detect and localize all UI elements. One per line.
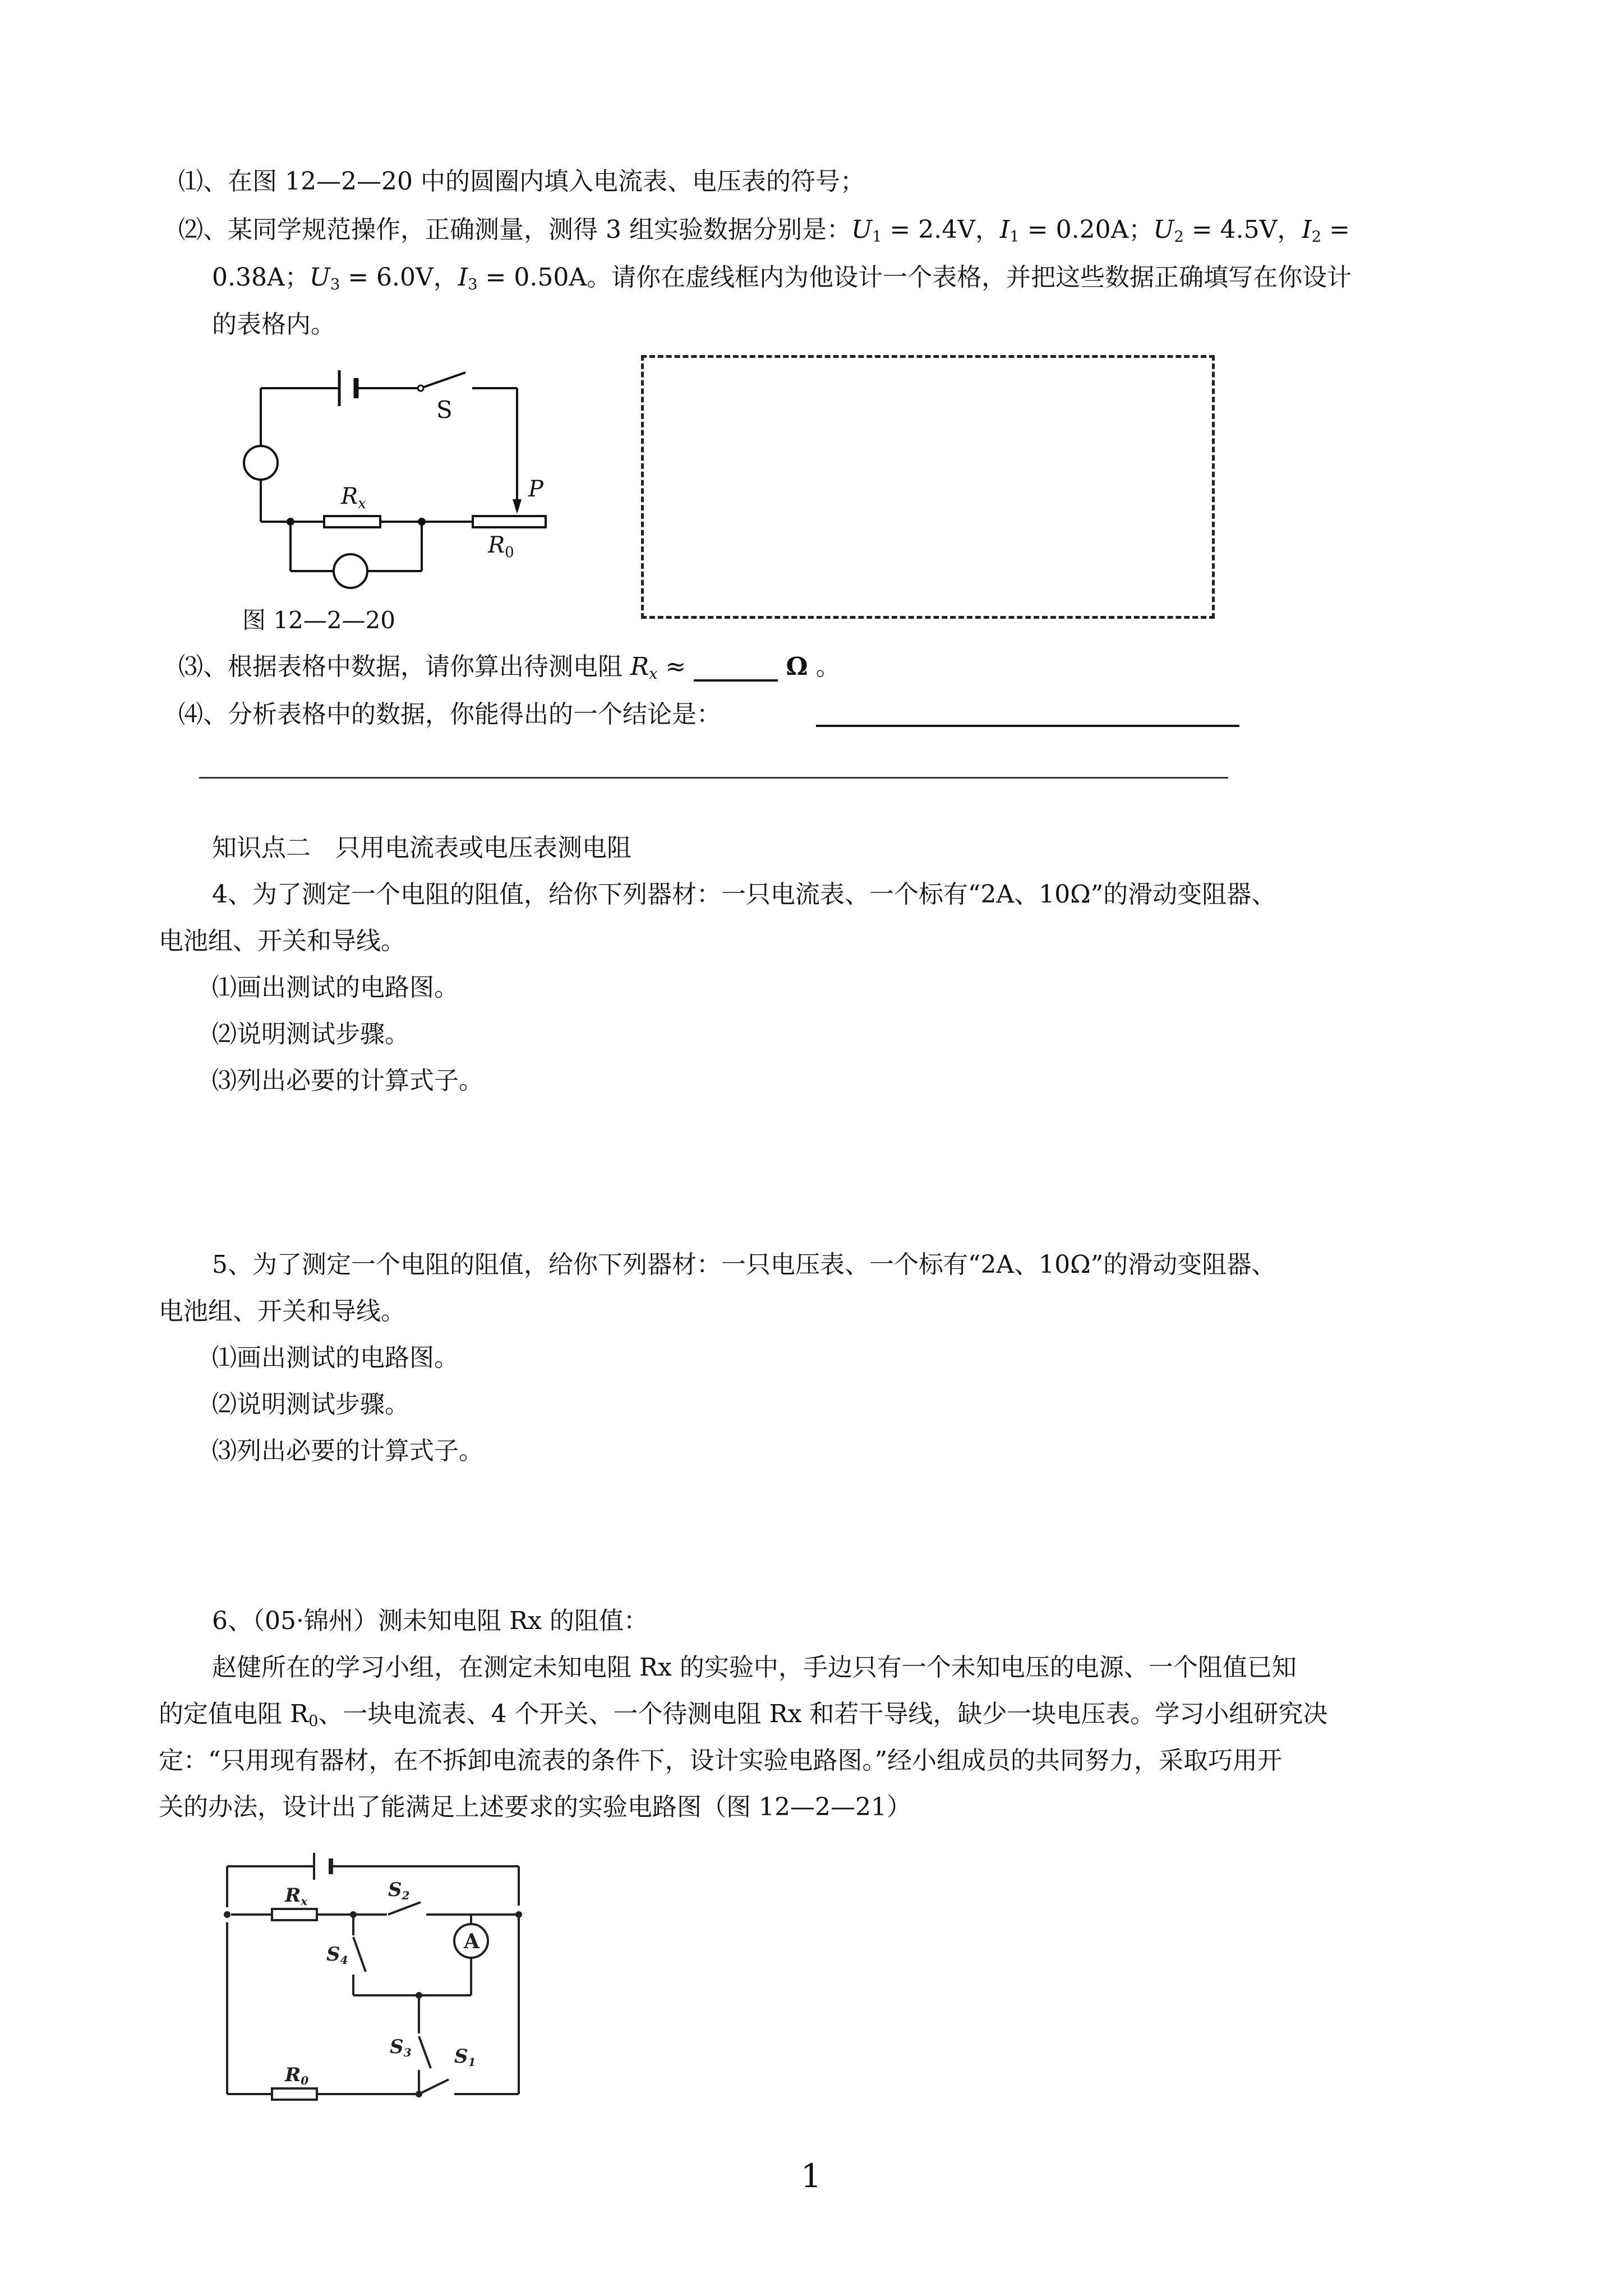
r0-subscript: 0	[308, 1712, 319, 1730]
q3-part3-text: ⑶、根据表格中数据，请你算出待测电阻	[178, 652, 623, 681]
fig2-junction-c	[416, 2091, 422, 2097]
resistance-answer-blank[interactable]	[694, 657, 778, 682]
conclusion-answer-line[interactable]	[199, 777, 1228, 779]
u2-value: 4.5V	[1220, 215, 1278, 244]
resistor-rx	[324, 516, 380, 527]
q5-line2: 电池组、开关和导线。	[159, 1297, 405, 1326]
q6-line2: 赵健所在的学习小组，在测定未知电阻 Rx 的实验中，手边只有一个未知电压的电源、一个阻值已知	[212, 1653, 1297, 1682]
fig2-label-s4: S4	[326, 1943, 348, 1967]
fig2-label-s1: S1	[454, 2045, 476, 2069]
u1-value: 2.4V	[918, 215, 976, 244]
slider-arrow	[513, 499, 522, 514]
q4-step2: ⑵说明测试步骤。	[212, 1020, 409, 1048]
q3-part2-line2: 0.38A；$U_3 = 6.0V$，$I_3 = 0.50A$。请你在虚线框内为他设计一个表格，并把这些数据正确填写在你设计	[212, 263, 1352, 293]
label-rx: $R_x$	[341, 484, 366, 512]
q3-part4	[178, 702, 721, 727]
q3-part3-end: 。	[815, 652, 841, 681]
q3-part2-intro: ⑵、某同学规范操作，正确测量，测得 3 组实验数据分别是：	[178, 215, 851, 244]
i1-value: 0.20A	[1055, 215, 1129, 244]
conclusion-answer-blank[interactable]	[816, 702, 1239, 727]
i2-value: 0.38A	[212, 263, 285, 292]
q6-line3-rest: 、一块电流表、4 个开关、一个待测电阻 Rx 和若干导线，缺少一块电压表。学习小组研究决	[318, 1700, 1328, 1728]
fig2-label-r0: R0	[285, 2064, 309, 2087]
q6-line4: 定：“只用现有器材，在不拆卸电流表的条件下，设计实验电路图。”经小组成员的共同努力，采取巧用开	[159, 1746, 1282, 1775]
q3-part4-text: ⑷、分析表格中的数据，你能得出的一个结论是：	[178, 700, 721, 729]
q5-step2: ⑵说明测试步骤。	[212, 1390, 409, 1419]
fig2-junction-e	[515, 1911, 522, 1918]
q6-line5: 关的办法，设计出了能满足上述要求的实验电路图（图 12—2—21）	[159, 1793, 911, 1821]
circuit-figure-12-2-21	[219, 1843, 544, 2123]
figure-caption-12-2-20: 图 12—2—20	[242, 606, 395, 634]
switch-s-contact	[418, 385, 423, 391]
fig2-label-ammeter: A	[464, 1930, 479, 1953]
junction-dot-right	[418, 518, 426, 526]
approx-sign: ≈	[665, 652, 686, 681]
ohm-unit: Ω	[786, 652, 808, 681]
q4-line1: 4、为了测定一个电阻的阻值，给你下列器材：一只电流表、一个标有“2A、10Ω”的滑动变阻器、	[212, 880, 1276, 909]
q4-line2: 电池组、开关和导线。	[159, 927, 405, 955]
fig2-junction-b	[416, 1992, 422, 1999]
junction-dot-left	[287, 518, 294, 526]
meter-circle-bottom	[334, 554, 367, 588]
fig2-junction-a	[350, 1911, 357, 1918]
fig2-junction-d	[224, 1911, 230, 1918]
q6-line3-start: 的定值电阻 R	[159, 1700, 309, 1728]
q3-part1: ⑴、在图 12—2—20 中的圆圈内填入电流表、电压表的符号；	[178, 167, 865, 196]
q6-line1: 6、（05·锦州）测未知电阻 Rx 的阻值：	[212, 1607, 648, 1635]
label-s: S	[436, 396, 453, 424]
circuit-figure-12-2-20	[213, 359, 594, 606]
q5-line1: 5、为了测定一个电阻的阻值，给你下列器材：一只电压表、一个标有“2A、10Ω”的滑动变阻器、	[212, 1250, 1276, 1279]
fig2-label-s2: S2	[388, 1879, 410, 1902]
q5-step1: ⑴画出测试的电路图。	[212, 1343, 459, 1372]
table-drawing-box[interactable]	[641, 355, 1215, 619]
u3-value: 6.0V	[376, 263, 434, 292]
i3-value: 0.50A	[514, 263, 587, 292]
fig2-resistor-r0	[272, 2088, 317, 2100]
fig2-label-s3: S3	[390, 2036, 412, 2059]
fig2-label-rx: Rx	[285, 1884, 308, 1908]
q4-step3: ⑶列出必要的计算式子。	[212, 1066, 483, 1095]
label-r0: $R_0$	[488, 532, 514, 561]
page-number: 1	[801, 2157, 822, 2195]
fig2-resistor-rx	[272, 1909, 317, 1920]
q3-part3: ⑶、根据表格中数据，请你算出待测电阻 $R_x \approx \Omega$ 。	[178, 652, 841, 683]
q6-line3	[159, 1702, 1327, 1729]
q3-part2-line3: 的表格内。	[212, 310, 335, 339]
rheostat-r0	[473, 516, 546, 527]
q4-step1: ⑴画出测试的电路图。	[212, 973, 459, 1002]
q5-step3: ⑶列出必要的计算式子。	[212, 1437, 483, 1465]
meter-circle-left	[244, 446, 278, 480]
q3-part2-line1: ⑵、某同学规范操作，正确测量，测得 3 组实验数据分别是：$U_1 = 2.4V$，$I_1 = 0.20A$；$U_2 = 4.5V$，$I_2$ =	[178, 215, 1350, 246]
label-p: P	[528, 476, 543, 502]
q3-part2-instruction: 请你在虚线框内为他设计一个表格，并把这些数据正确填写在你设计	[611, 263, 1352, 292]
section-title: 知识点二 只用电流表或电压表测电阻	[212, 834, 631, 862]
